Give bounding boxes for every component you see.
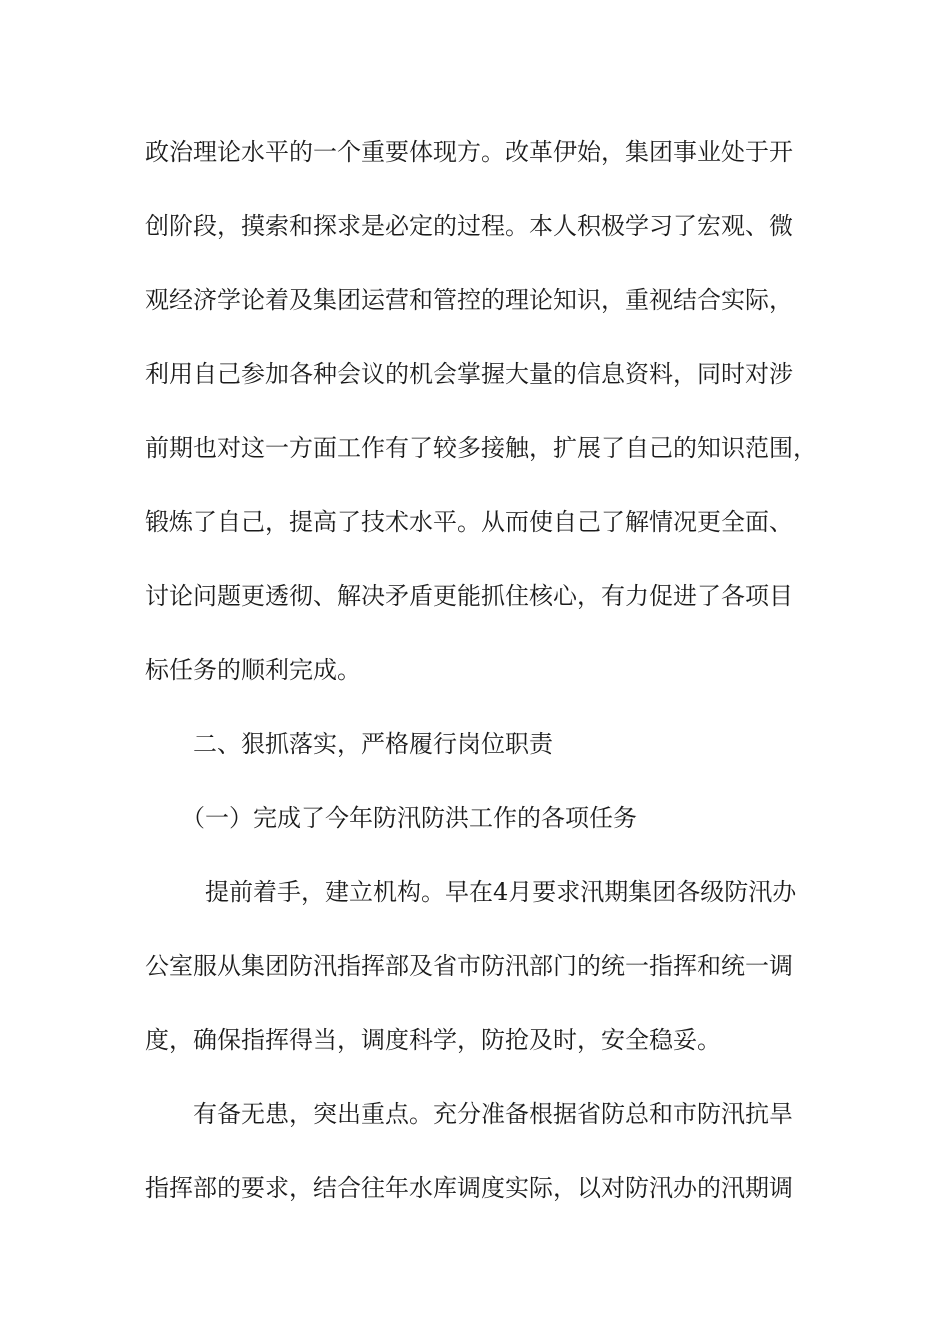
paragraph-line: 观经济学论着及集团运营和管控的理论知识，重视结合实际， <box>145 286 793 314</box>
paragraph-line: 利用自己参加各种会议的机会掌握大量的信息资料，同时对涉 <box>145 360 793 388</box>
paragraph-line: 锻炼了自己，提高了技术水平。从而使自己了解情况更全面、 <box>145 508 793 536</box>
section-heading: 二、狠抓落实，严格履行岗位职责 <box>193 730 553 758</box>
subsection-heading: （一）完成了今年防汛防洪工作的各项任务 <box>181 804 637 832</box>
paragraph-line: 前期也对这一方面工作有了较多接触，扩展了自己的知识范围， <box>145 434 817 462</box>
paragraph-line: 标任务的顺利完成。 <box>145 656 361 684</box>
paragraph-line: 有备无患，突出重点。充分准备根据省防总和市防汛抗旱 <box>193 1100 793 1128</box>
paragraph-line: 讨论问题更透彻、解决矛盾更能抓住核心，有力促进了各项目 <box>145 582 793 610</box>
paragraph-line: 提前着手，建立机构。早在4月要求汛期集团各级防汛办 <box>205 878 797 906</box>
paragraph-line: 公室服从集团防汛指挥部及省市防汛部门的统一指挥和统一调 <box>145 952 793 980</box>
paragraph-line: 政治理论水平的一个重要体现方。改革伊始，集团事业处于开 <box>145 138 793 166</box>
paragraph-line: 创阶段，摸索和探求是必定的过程。本人积极学习了宏观、微 <box>145 212 793 240</box>
paragraph-line: 指挥部的要求，结合往年水库调度实际，以对防汛办的汛期调 <box>145 1174 793 1202</box>
paragraph-line: 度，确保指挥得当，调度科学，防抢及时，安全稳妥。 <box>145 1026 721 1054</box>
